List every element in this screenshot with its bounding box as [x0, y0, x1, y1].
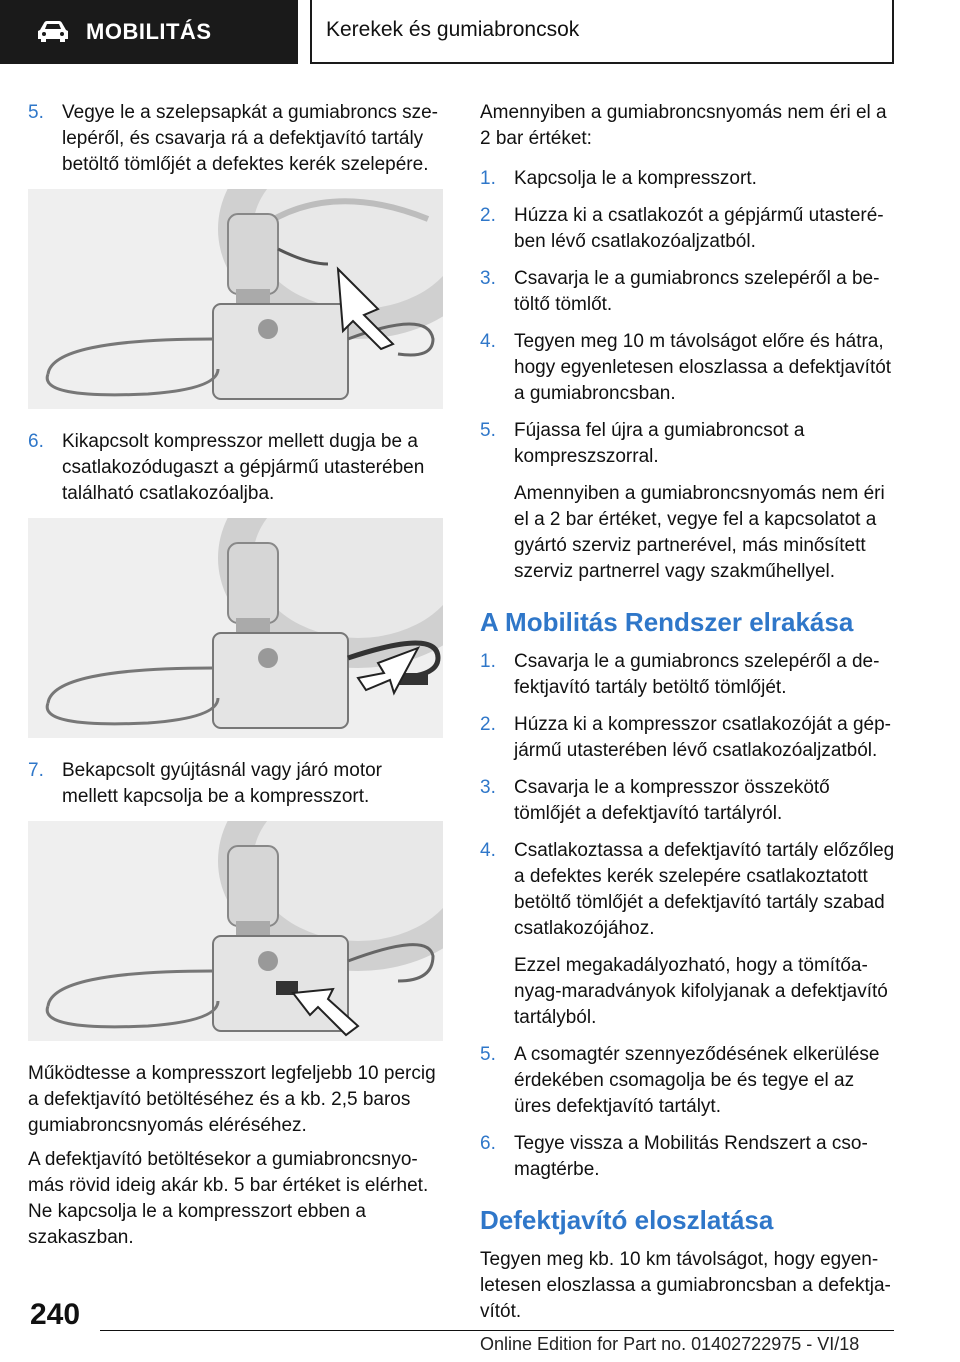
section-heading: A Mobilitás Rendszer elrakása — [480, 607, 854, 637]
step-4 — [480, 329, 895, 407]
step-text: Húzza ki a kompresszor csatlakozóját a gépjármű utasterében lévő csatlakozóaljzatból. — [514, 714, 891, 761]
step-number: 5. — [28, 102, 44, 123]
step-text: Húzza ki a csatlakozót a gépjármű utasterében lévő csatlakozóaljzatból. — [514, 205, 884, 252]
step-number: 7. — [28, 760, 44, 781]
step-text: Csatlakoztassa a defektjavító tartály előzőleg a defektes kerék szelepére csatlakoztatott betöltő tömlőjét a defektjavító tartály szabad csatlakozójához. — [514, 840, 895, 939]
section-tab — [0, 0, 298, 64]
footer-divider — [100, 1330, 894, 1331]
step-number: 4. — [480, 840, 496, 861]
step-number: 6. — [28, 431, 44, 452]
step-number: 5. — [480, 420, 496, 441]
step-text: A csomagtér szennyeződésének elkerülése érdekében csomagolja be és tegye el az üres defektjavító tartályt. — [514, 1044, 880, 1117]
step-number: 1. — [480, 168, 496, 189]
step-5 — [28, 100, 443, 178]
step-6 — [28, 429, 443, 507]
right-column — [480, 100, 895, 1333]
illustration — [28, 821, 443, 1041]
step-6 — [480, 1131, 895, 1183]
figure-plug-connection — [28, 518, 443, 738]
step-text: Bekapcsolt gyújtásnál vagy járó motor mellett kapcsolja be a kompresszort. — [62, 760, 382, 807]
step-2 — [480, 712, 895, 764]
step-text: Tegyen meg 10 m távolságot előre és hátra, hogy egyenletesen eloszlassa a defektjavítót a gumiabroncsban. — [514, 331, 892, 404]
step-subtext: Amennyiben a gumiabroncsnyomás nem éri el a 2 bar értéket, vegye fel a kapcsolatot a gyártó szerviz partnerével, más minősített szerviz partnerrel vagy szakműhellyel. — [514, 483, 885, 582]
step-number: 1. — [480, 651, 496, 672]
step-number: 3. — [480, 268, 496, 289]
step-2 — [480, 203, 895, 255]
step-text: Vegye le a szelepsapkát a gumiabroncs szelepéről, és csavarja rá a defektjavító tartály betöltő tömlőjét a defektes kerék szelepére. — [62, 102, 438, 175]
chapter-title: Kerekek és gumiabroncsok — [326, 18, 580, 41]
edition-text: Online Edition for Part no. 01402722975 - VI/18 — [480, 1334, 860, 1354]
step-7 — [28, 758, 443, 810]
step-text: Kikapcsolt kompresszor mellett dugja be a csatlakozódugaszt a gépjármű utasterében található csatlakozóaljba. — [62, 431, 425, 504]
step-number: 5. — [480, 1044, 496, 1065]
step-text: Kapcsolja le a kompresszort. — [514, 168, 757, 189]
step-number: 2. — [480, 714, 496, 735]
step-number: 2. — [480, 205, 496, 226]
illustration — [28, 189, 443, 409]
page-number: 240 — [30, 1298, 81, 1331]
paragraph: Működtesse a kompresszort legfeljebb 10 percig a defektjavító betöltéséhez és a kb. 2,5 baros gumiabroncsnyomás eléréséhez. — [28, 1063, 436, 1136]
step-text: Tegye vissza a Mobilitás Rendszert a csomagtérbe. — [514, 1133, 868, 1180]
section-title: MOBILITÁS — [86, 19, 212, 44]
illustration — [28, 518, 443, 738]
figure-compressor-switch — [28, 821, 443, 1041]
paragraph: Amennyiben a gumiabroncsnyomás nem éri el a 2 bar értéket: — [480, 102, 887, 149]
car-icon — [36, 20, 70, 44]
step-5 — [480, 418, 895, 585]
section-heading: Defektjavító eloszlatása — [480, 1205, 774, 1235]
left-column — [28, 100, 443, 1259]
step-4 — [480, 838, 895, 1031]
step-number: 3. — [480, 777, 496, 798]
step-1 — [480, 649, 895, 701]
step-text: Csavarja le a kompresszor összekötő tömlőjét a defektjavító tartályról. — [514, 777, 830, 824]
step-number: 6. — [480, 1133, 496, 1154]
step-3 — [480, 775, 895, 827]
figure-valve-connection — [28, 189, 443, 409]
step-text: Fújassa fel újra a gumiabroncsot a kompreszszorral. — [514, 420, 805, 467]
page-header — [0, 0, 960, 66]
step-3 — [480, 266, 895, 318]
paragraph: Tegyen meg kb. 10 km távolságot, hogy egyenletesen eloszlassa a gumiabroncsban a defektjavítót. — [480, 1249, 891, 1322]
step-number: 4. — [480, 331, 496, 352]
step-text: Csavarja le a gumiabroncs szelepéről a defektjavító tartály betöltő tömlőjét. — [514, 651, 880, 698]
step-1 — [480, 166, 895, 192]
step-subtext: Ezzel megakadályozható, hogy a tömítőanyag-maradványok kifolyjanak a defektjavító tartályból. — [514, 955, 888, 1028]
step-5 — [480, 1042, 895, 1120]
paragraph: A defektjavító betöltésekor a gumiabroncsnyomás rövid ideig akár kb. 5 bar értéket is elérhet. Ne kapcsolja le a kompresszort ebben a szakaszban. — [28, 1149, 429, 1248]
step-text: Csavarja le a gumiabroncs szelepéről a betöltő tömlőt. — [514, 268, 880, 315]
chapter-tab — [310, 0, 894, 64]
